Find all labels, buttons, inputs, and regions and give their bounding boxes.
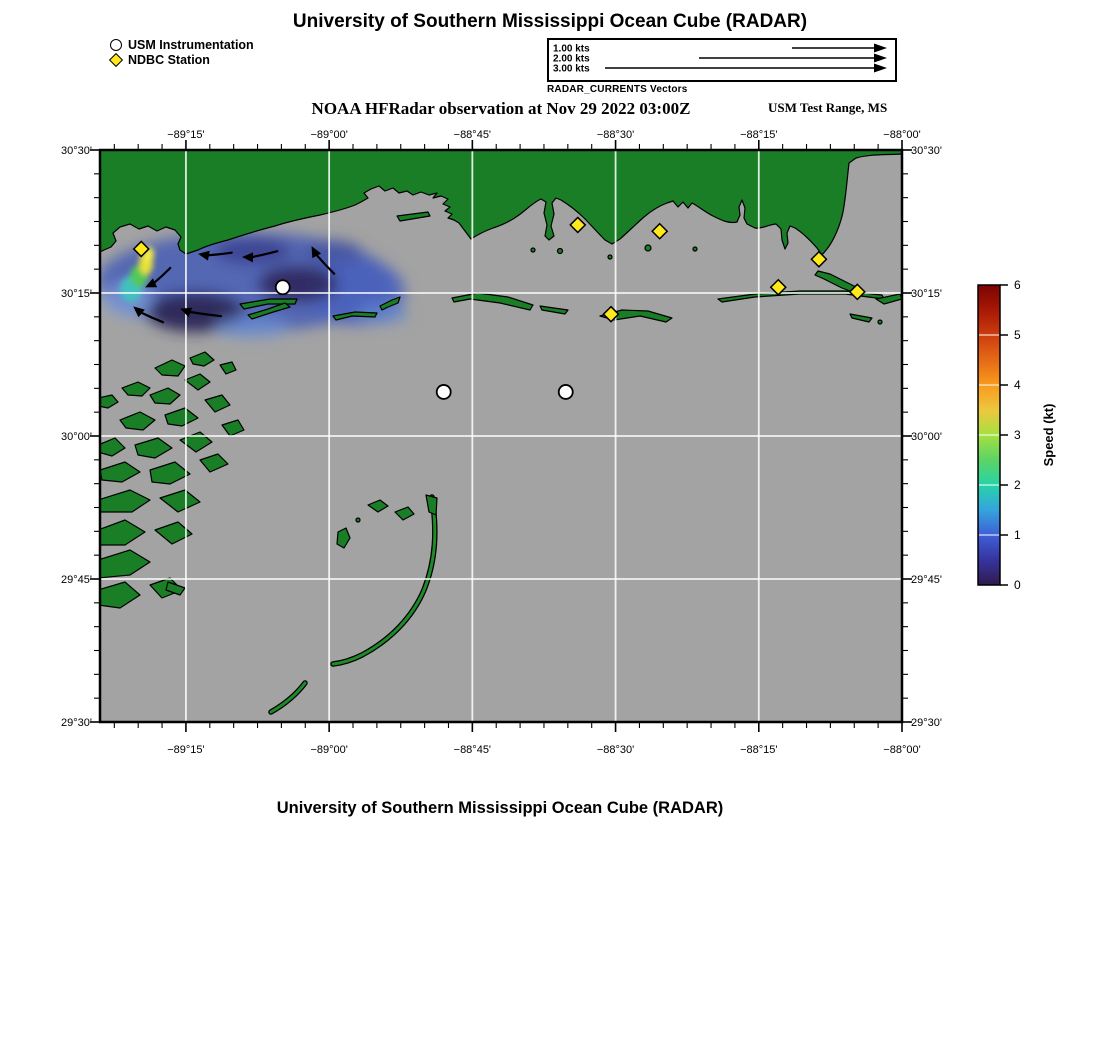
lat-label-left: 30°15' <box>61 288 92 300</box>
colorbar-tick-label: 5 <box>1014 328 1021 342</box>
lat-label-right: 30°00' <box>911 431 942 443</box>
lon-label-bottom: −88°30' <box>596 744 635 756</box>
figure-title-top: University of Southern Mississippi Ocean Cube (RADAR) <box>292 11 808 32</box>
vector-scale-label: 3.00 kts <box>553 63 590 75</box>
colorbar <box>978 278 1056 592</box>
lon-label-bottom: −88°15' <box>740 744 778 756</box>
lat-label-left: 30°30' <box>61 145 92 157</box>
legend-label: USM Instrumentation <box>128 37 254 52</box>
colorbar-tick-label: 3 <box>1014 428 1021 442</box>
legend-label: NDBC Station <box>128 52 210 67</box>
figure-title-bottom: University of Southern Mississippi Ocean Cube (RADAR) <box>276 799 724 817</box>
lon-label-bottom: −89°00' <box>310 744 348 756</box>
lon-label-top: −88°00' <box>883 129 921 141</box>
lat-label-right: 30°15' <box>911 288 942 300</box>
lon-label-bottom: −88°00' <box>883 744 921 756</box>
usm-instrument-marker <box>437 385 451 399</box>
colorbar-tick-label: 0 <box>1014 578 1021 592</box>
lon-label-bottom: −88°45' <box>453 744 492 756</box>
lon-label-top: −88°45' <box>453 129 492 141</box>
lat-label-right: 30°30' <box>911 145 942 157</box>
usm-instrument-marker <box>559 385 573 399</box>
colorbar-tick-label: 2 <box>1014 478 1021 492</box>
map-area <box>97 150 902 722</box>
vector-scale-caption: RADAR_CURRENTS Vectors <box>547 84 688 95</box>
lat-label-left: 29°30' <box>61 717 92 729</box>
colorbar-tick-label: 6 <box>1014 278 1021 292</box>
vector-scale-label: 2.00 kts <box>553 53 590 65</box>
lon-label-top: −89°15' <box>167 129 205 141</box>
lon-label-top: −88°30' <box>596 129 635 141</box>
lat-label-left: 29°45' <box>61 574 92 586</box>
lon-label-top: −88°15' <box>740 129 778 141</box>
lat-label-left: 30°00' <box>61 431 92 443</box>
colorbar-tick-label: 4 <box>1014 378 1021 392</box>
vector-scale-label: 1.00 kts <box>553 43 590 55</box>
colorbar-title: Speed (kt) <box>1041 403 1056 467</box>
lon-label-top: −89°00' <box>310 129 348 141</box>
colorbar-tick-label: 1 <box>1014 528 1021 542</box>
lat-label-right: 29°30' <box>911 717 942 729</box>
observation-subtitle: NOAA HFRadar observation at Nov 29 2022 03:00Z <box>311 99 691 118</box>
lon-label-bottom: −89°15' <box>167 744 205 756</box>
usm-instrument-marker <box>276 280 290 294</box>
region-label: USM Test Range, MS <box>768 100 888 115</box>
lat-label-right: 29°45' <box>911 574 942 586</box>
